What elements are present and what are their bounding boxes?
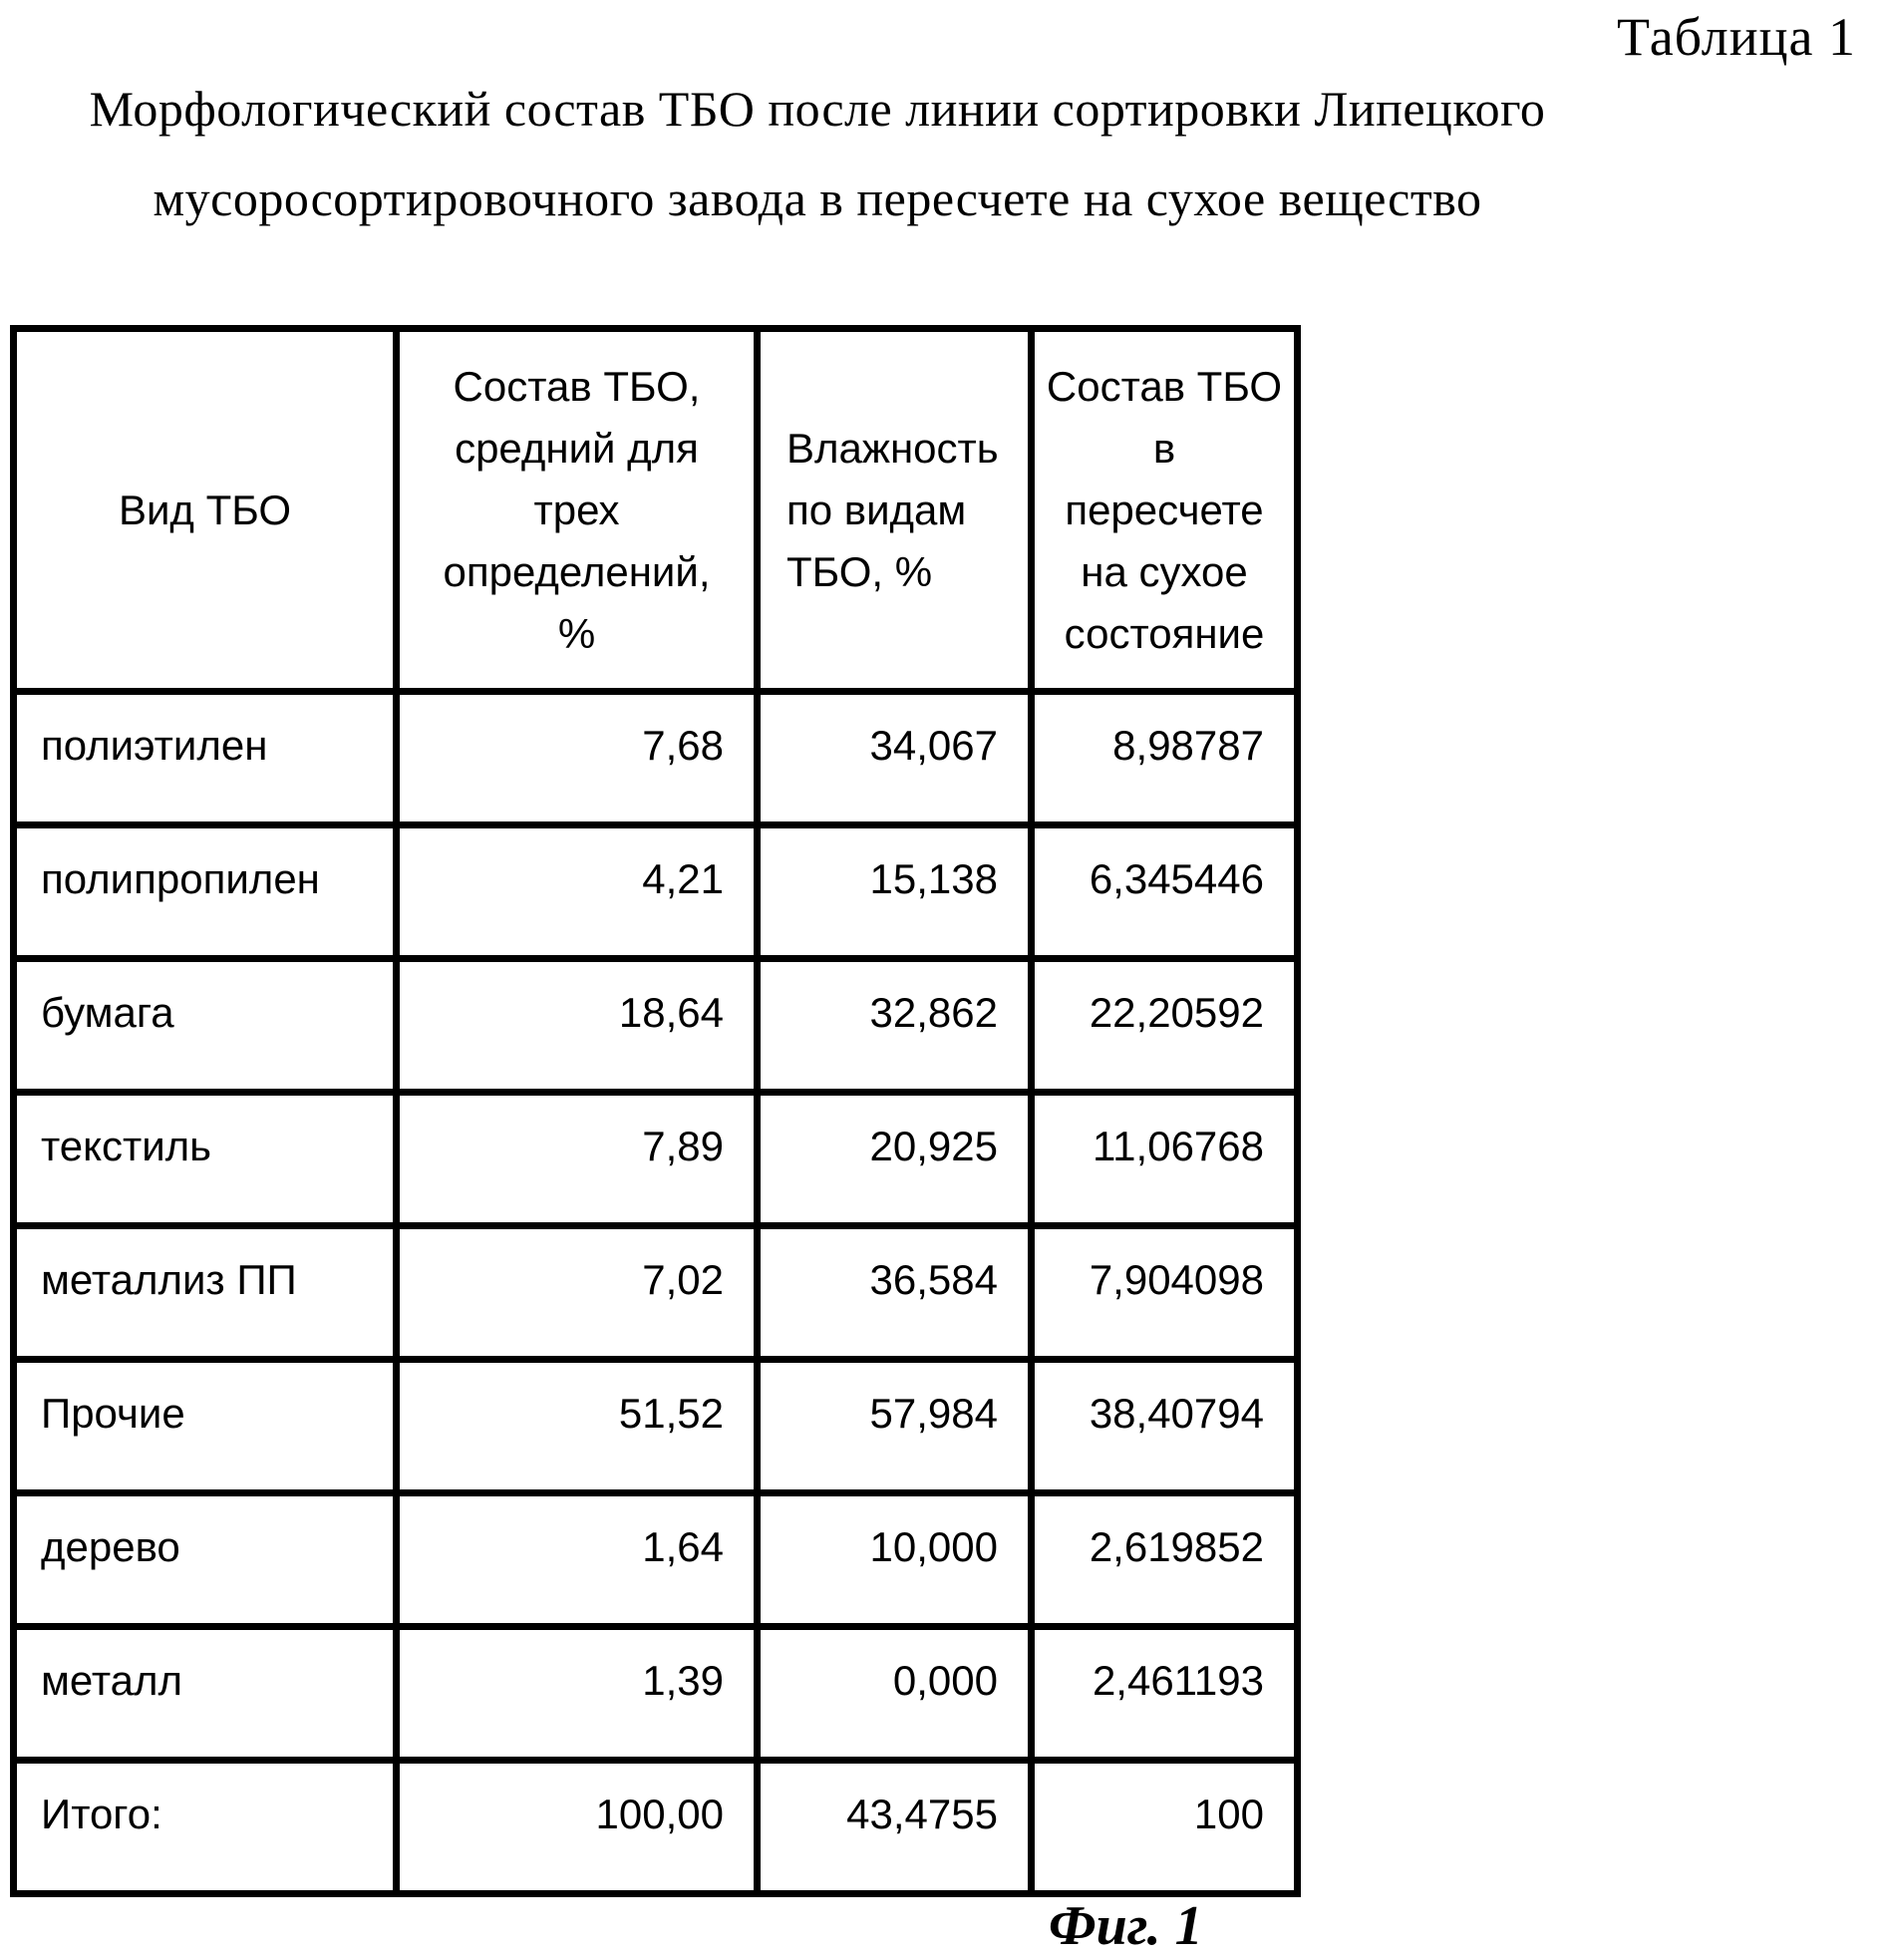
table-row-other bbox=[14, 1360, 1298, 1493]
value-avg-composition: 7,02 bbox=[397, 1226, 758, 1360]
value-moisture: 43,4755 bbox=[758, 1761, 1032, 1894]
column-header-waste-type: Вид ТБО bbox=[14, 329, 397, 692]
value-moisture: 10,000 bbox=[758, 1493, 1032, 1627]
value-moisture: 20,925 bbox=[758, 1093, 1032, 1226]
value-avg-composition: 51,52 bbox=[397, 1360, 758, 1493]
value-avg-composition: 1,64 bbox=[397, 1493, 758, 1627]
row-label: дерево bbox=[14, 1493, 397, 1627]
value-moisture: 34,067 bbox=[758, 692, 1032, 825]
value-dry-composition: 7,904098 bbox=[1032, 1226, 1298, 1360]
value-moisture: 32,862 bbox=[758, 959, 1032, 1093]
value-dry-composition: 11,06768 bbox=[1032, 1093, 1298, 1226]
value-moisture: 57,984 bbox=[758, 1360, 1032, 1493]
row-label: бумага bbox=[14, 959, 397, 1093]
value-dry-composition: 6,345446 bbox=[1032, 825, 1298, 959]
value-avg-composition: 4,21 bbox=[397, 825, 758, 959]
figure-caption: Фиг. 1 bbox=[1049, 1895, 1203, 1957]
value-dry-composition: 38,40794 bbox=[1032, 1360, 1298, 1493]
table-row-paper bbox=[14, 959, 1298, 1093]
value-avg-composition: 7,89 bbox=[397, 1093, 758, 1226]
column-header-dry-composition: Состав ТБО в пересчете на сухое состояние bbox=[1032, 329, 1298, 692]
value-avg-composition: 100,00 bbox=[397, 1761, 758, 1894]
table-number-label: Таблица 1 bbox=[1617, 7, 1856, 67]
table-row-metal bbox=[14, 1627, 1298, 1761]
column-header-moisture: Влажность по видам ТБО, % bbox=[758, 329, 1032, 692]
row-label: полиэтилен bbox=[14, 692, 397, 825]
value-moisture: 0,000 bbox=[758, 1627, 1032, 1761]
value-dry-composition: 100 bbox=[1032, 1761, 1298, 1894]
row-label: металлиз ПП bbox=[14, 1226, 397, 1360]
document-title-line-2: мусоросортировочного завода в пересчете на сухое вещество bbox=[153, 170, 1482, 226]
row-label: полипропилен bbox=[14, 825, 397, 959]
row-label: Итого: bbox=[14, 1761, 397, 1894]
row-label: металл bbox=[14, 1627, 397, 1761]
document-title-line-1: Морфологический состав ТБО после линии сортировки Липецкого bbox=[89, 81, 1546, 137]
table-row-polyethylene bbox=[14, 692, 1298, 825]
value-dry-composition: 8,98787 bbox=[1032, 692, 1298, 825]
value-moisture: 15,138 bbox=[758, 825, 1032, 959]
tbo-composition-table bbox=[10, 325, 1301, 1897]
table-row-textile bbox=[14, 1093, 1298, 1226]
table-row-metallized-pp bbox=[14, 1226, 1298, 1360]
row-label: текстиль bbox=[14, 1093, 397, 1226]
column-header-avg-composition: Состав ТБО, средний для трех определений, % bbox=[397, 329, 758, 692]
row-label: Прочие bbox=[14, 1360, 397, 1493]
value-dry-composition: 22,20592 bbox=[1032, 959, 1298, 1093]
value-avg-composition: 18,64 bbox=[397, 959, 758, 1093]
value-avg-composition: 1,39 bbox=[397, 1627, 758, 1761]
table-header-row bbox=[14, 329, 1298, 692]
table-row-total bbox=[14, 1761, 1298, 1894]
value-avg-composition: 7,68 bbox=[397, 692, 758, 825]
document-title bbox=[20, 64, 1615, 243]
value-moisture: 36,584 bbox=[758, 1226, 1032, 1360]
table-row-wood bbox=[14, 1493, 1298, 1627]
value-dry-composition: 2,461193 bbox=[1032, 1627, 1298, 1761]
value-dry-composition: 2,619852 bbox=[1032, 1493, 1298, 1627]
table-row-polypropylene bbox=[14, 825, 1298, 959]
